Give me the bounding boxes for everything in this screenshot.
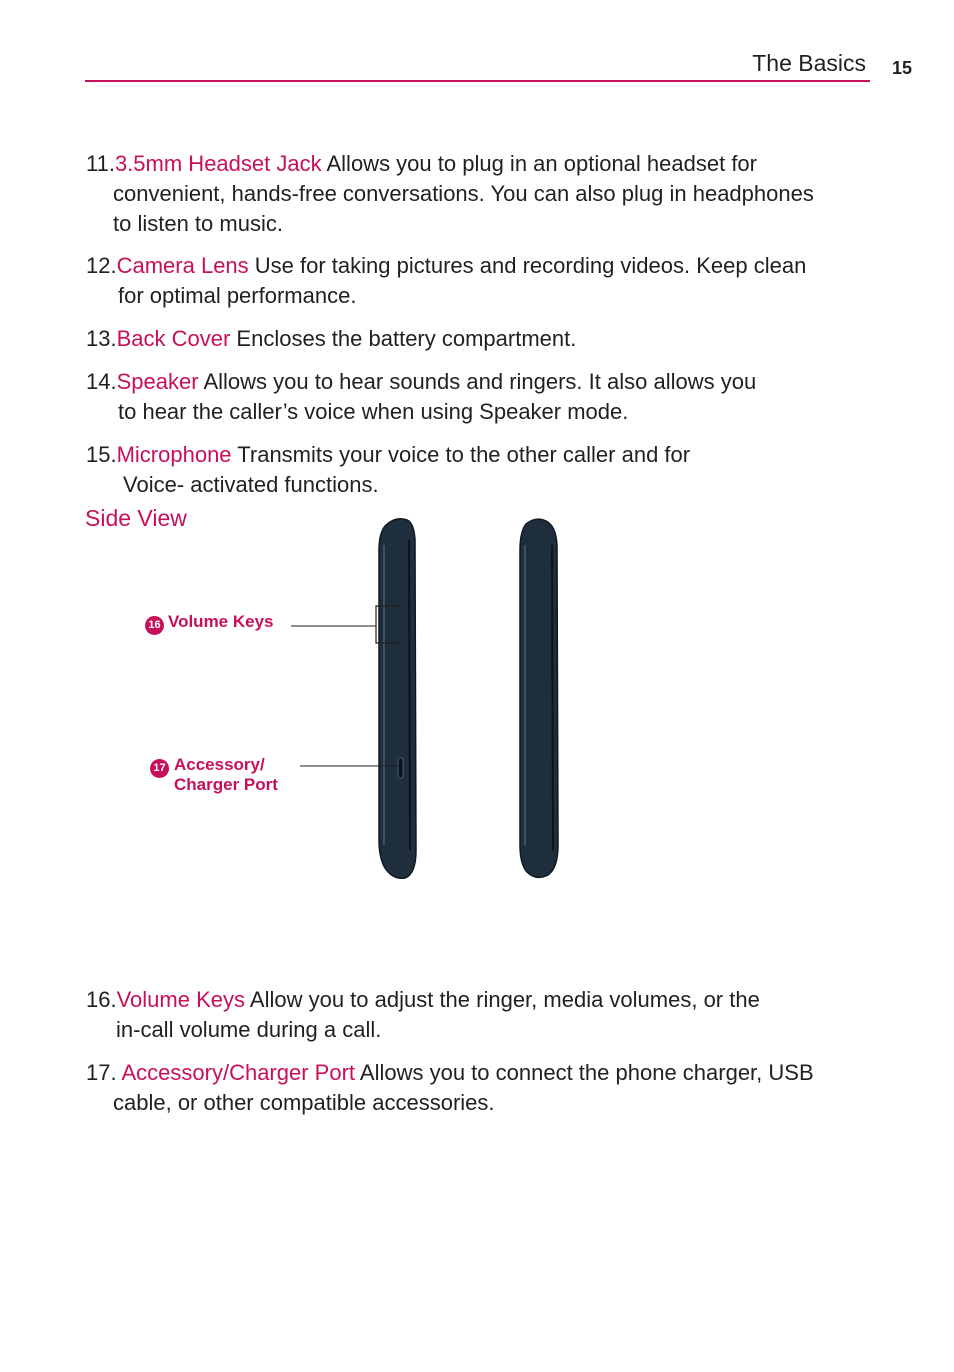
callout-label: Volume Keys	[168, 612, 274, 631]
item-text: Encloses the battery compartment.	[230, 326, 577, 351]
volume-keys-bracket	[376, 606, 402, 643]
item-number: 16.	[86, 987, 117, 1012]
callout-badge-17: 17	[150, 759, 169, 778]
list-item	[86, 1058, 876, 1118]
item-text: cable, or other compatible accessories.	[113, 1090, 495, 1115]
callout-label: Charger Port	[174, 775, 278, 794]
item-term: Back Cover	[116, 326, 231, 351]
item-number: 17.	[86, 1060, 122, 1085]
item-number: 15.	[86, 442, 117, 467]
list-item	[86, 440, 876, 500]
item-term: Accessory/Charger Port	[121, 1060, 356, 1085]
item-text: Allow you to adjust the ringer, media volumes, or the	[245, 987, 760, 1012]
phone-side-left	[376, 519, 416, 879]
list-item	[86, 324, 876, 354]
phone-side-right	[520, 519, 558, 877]
item-text: Allows you to plug in an optional headset for	[321, 151, 757, 176]
item-text: to listen to music.	[113, 211, 283, 236]
header-rule	[85, 80, 870, 82]
list-item	[86, 149, 876, 239]
list-item	[86, 251, 876, 311]
item-text: convenient, hands-free conversations. You can also plug in headphones	[113, 181, 814, 206]
item-term: Camera Lens	[116, 253, 249, 278]
item-number: 13.	[86, 326, 117, 351]
item-text: in-call volume during a call.	[116, 1017, 382, 1042]
callout-label: Accessory/	[174, 755, 265, 774]
section-title-side-view: Side View	[85, 505, 187, 531]
item-text: Transmits your voice to the other caller and for	[231, 442, 691, 467]
callout-accessory-charger-port	[174, 755, 278, 795]
item-term: Volume Keys	[116, 987, 245, 1012]
item-text: Voice- activated functions.	[123, 472, 379, 497]
item-text: Use for taking pictures and recording videos. Keep clean	[248, 253, 807, 278]
item-term: Microphone	[116, 442, 232, 467]
item-term: Speaker	[116, 369, 199, 394]
section-header-title: The Basics	[752, 50, 866, 76]
item-text: for optimal performance.	[118, 283, 357, 308]
item-number: 14.	[86, 369, 117, 394]
item-text: to hear the caller’s voice when using Speaker mode.	[118, 399, 629, 424]
list-item	[86, 985, 876, 1045]
page-number: 15	[892, 58, 913, 78]
list-item	[86, 367, 876, 427]
item-number: 12.	[86, 253, 117, 278]
callout-volume-keys	[168, 612, 274, 632]
item-number: 11.	[86, 151, 115, 176]
callout-badge-16: 16	[145, 616, 164, 635]
item-text: Allows you to connect the phone charger, USB	[355, 1060, 814, 1085]
item-term: 3.5mm Headset Jack	[114, 151, 322, 176]
item-text: Allows you to hear sounds and ringers. It also allows you	[198, 369, 757, 394]
charger-port-shape	[398, 758, 403, 778]
